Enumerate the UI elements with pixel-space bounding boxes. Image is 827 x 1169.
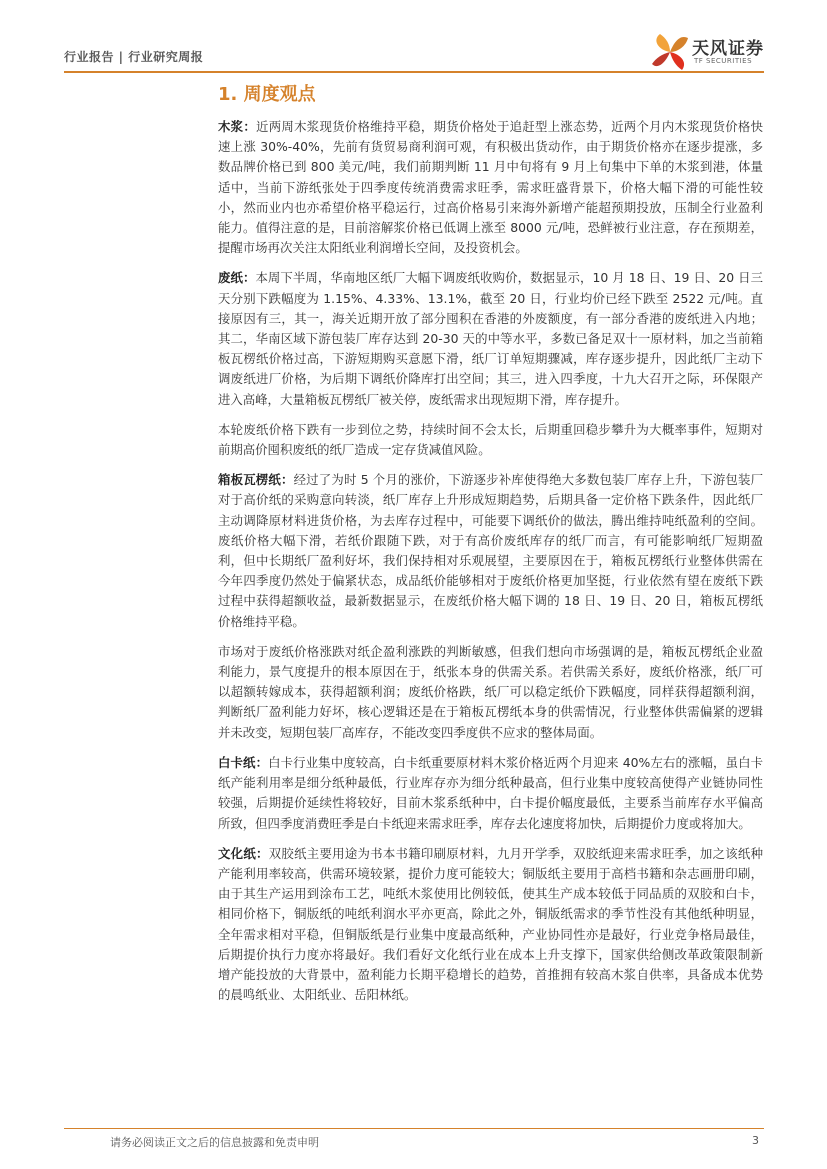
paragraph-lead: 文化纸： [218, 845, 269, 861]
report-body [218, 117, 763, 1015]
paragraph-text: 白卡行业集中度较高，白卡纸重要原材料木浆价格近两个月迎来 40%左右的涨幅，虽白卡纸产能利用率是细分纸种最低，行业库存亦为细分纸种最高，但行业集中度较高使得产业链协同性较强，后期提价延续性将较好，目前木浆系纸种中，白卡提价幅度最低，主要系当前库存水平偏高所致，但四季度消费旺季是白卡纸迎来需求旺季，库存去化速度将加快，后期提价力度或将加大。 [218, 754, 764, 831]
paragraph-containerboard-logic [218, 642, 763, 743]
paragraph-text: 经过了为时 5 个月的涨价，下游逐步补库使得绝大多数包装厂库存上升，下游包装厂对于高价纸的采购意向转淡，纸厂库存上升形成短期趋势，后期具备一定价格下跌条件，因此纸厂主动调降原材料进货价格，为去库存过程中，可能要下调纸价的做法，腾出维持吨纸盈利的空间。废纸价格大幅下滑，若纸价跟随下跌，对于有高价废纸库存的纸厂而言，有可能影响纸厂短期盈利，但中长期纸厂盈利好坏，我们保持相对乐观展望，主要原因在于，箱板瓦楞纸行业整体供需在今年四季度仍然处于偏紧状态，成品纸价能够相对于废纸价格更加坚挺，行业依然有望在废纸下跌过程中获得超额收益，最新数据显示，在废纸价格大幅下调的 18 日、19 日、20 日，箱板瓦楞纸价格维持平稳。 [218, 472, 763, 629]
footer-divider [64, 1128, 764, 1129]
paragraph-lead: 箱板瓦楞纸： [218, 472, 294, 488]
paragraph-lead: 废纸： [218, 270, 256, 286]
paragraph-waste-paper [218, 268, 763, 409]
header-divider [64, 71, 764, 73]
paragraph-text: 本轮废纸价格下跌有一步到位之势，持续时间不会太长，后期重回稳步攀升为大概率事件，短期对前期高价囤积废纸的纸厂造成一定存货减值风险。 [218, 421, 763, 458]
page-number: 3 [752, 1134, 759, 1147]
paragraph-containerboard [218, 470, 763, 632]
tf-securities-logo [650, 30, 780, 74]
logo-name-cn: 天风证券 [692, 39, 764, 59]
paragraph-cultural-paper [218, 844, 763, 1006]
logo-mark-icon [650, 30, 690, 74]
section-title: 1. 周度观点 [218, 84, 316, 105]
logo-name-en: TF SECURITIES [694, 57, 753, 65]
paragraph-text: 本周下半周，华南地区纸厂大幅下调废纸收购价，数据显示，10 月 18 日、19 日、20 日三天分别下跌幅度为 1.15%、4.33%、13.1%，截至 20 日，行业均价已经下跌至 2522 元/吨。直接原因有三，其一，海关近期开放了部分囤积在香港的外废额度，有一部分香港的废纸进入内地；其二，华南区域下游包装厂库存达到 20-30 天的中等水平，多数已备足双十一原材料，加之当前箱板瓦楞纸价格过高，下游短期购买意愿下滑，纸厂订单短期骤减，库存逐步提升，因此纸厂主动下调废纸进厂价格，为后期下调纸价降库打出空间；其三，进入四季度，十九大召开之际，环保限产进入高峰，大量箱板瓦楞纸厂被关停，废纸需求出现短期下滑，库存提升。 [218, 270, 763, 407]
paragraph-text: 近两周木浆现货价格维持平稳，期货价格处于追赶型上涨态势，近两个月内木浆现货价格快速上涨 30%-40%，先前有货贸易商利润可观，有积极出货动作，由于期货价格亦在逐步提涨，多数品牌价格已到 800 美元/吨，我们前期判断 11 月中旬将有 9 月上旬集中下单的木浆到港，体量适中，当前下游纸张处于四季度传统消费需求旺季，需求旺盛背景下，价格大幅下滑的可能性较小，然而业内也亦希望价格平稳运行，过高价格易引来海外新增产能超预期投放，压制全行业盈利能力。值得注意的是，目前溶解浆价格已低调上涨至 8000 元/吨，恐鲜被行业注意，存在预期差，提醒市场再次关注太阳纸业利润增长空间，及投资机会。 [218, 119, 764, 256]
disclaimer-notice: 请务必阅读正文之后的信息披露和免责申明 [110, 1136, 319, 1149]
paragraph-pulp [218, 117, 763, 258]
paragraph-white-board [218, 753, 763, 834]
paragraph-text: 市场对于废纸价格涨跌对纸企盈利涨跌的判断敏感，但我们想向市场强调的是，箱板瓦楞纸企业盈利能力，景气度提升的根本原因在于，纸张本身的供需关系。若供需关系好，废纸价格涨，纸厂可以超额转嫁成本，获得超额利润；废纸价格跌，纸厂可以稳定纸价下跌幅度，同样获得超额利润，判断纸厂盈利能力好坏，核心逻辑还是在于箱板瓦楞纸本身的供需情况，行业整体供需偏紧的逻辑并未改变，短期包装厂高库存，不能改变四季度供不应求的整体局面。 [218, 643, 763, 740]
report-breadcrumb: 行业报告 | 行业研究周报 [64, 50, 204, 64]
paragraph-lead: 木浆： [218, 119, 257, 134]
paragraph-text: 双胶纸主要用途为书本书籍印刷原材料，九月开学季，双胶纸迎来需求旺季，加之该纸种产能利用率较高，供需环境较紧，提价力度可能较大；铜版纸主要用于高档书籍和杂志画册印刷，由于其生产运用到涂布工艺，吨纸木浆使用比例较低，使其生产成本较低于同品质的双胶和白卡，相同价格下，铜版纸的吨纸利润水平亦更高，除此之外，铜版纸需求的季节性没有其他纸种明显，全年需求相对平稳，但铜版纸是行业集中度最高纸种，产业协同性亦是最好，行业竞争格局最佳，后期提价执行力度亦将最好。我们看好文化纸行业在成本上升支撑下，国家供给侧改革政策限制新增产能投放的大背景中，盈利能力长期平稳增长的趋势，首推拥有较高木浆自供率，具备成本优势的晨鸣纸业、太阳纸业、岳阳林纸。 [218, 845, 764, 1003]
paragraph-waste-paper-outlook [218, 420, 763, 460]
paragraph-lead: 白卡纸： [218, 754, 269, 770]
